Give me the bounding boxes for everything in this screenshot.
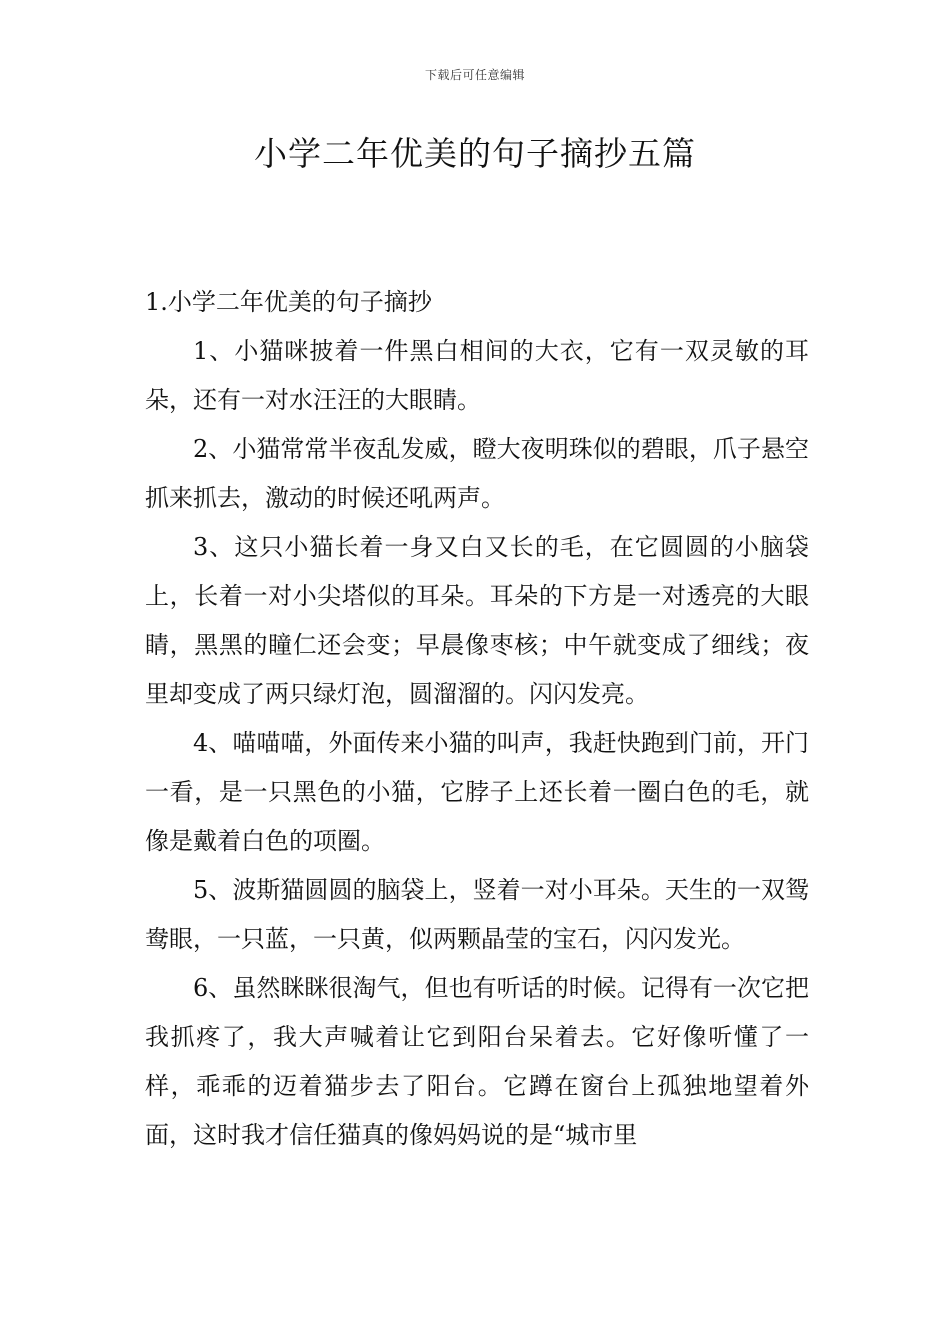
paragraph-3: 3、这只小猫长着一身又白又长的毛，在它圆圆的小脑袋上，长着一对小尖塔似的耳朵。耳朵的下方是一对透亮的大眼睛，黑黑的瞳仁还会变；早晨像枣核；中午就变成了细线；夜里却变成了两只绿灯泡，圆溜溜的。闪闪发亮。 — [145, 533, 809, 708]
header-note: 下载后可任意编辑 — [424, 68, 525, 82]
document-body — [145, 278, 809, 1160]
paragraph-5: 5、波斯猫圆圆的脑袋上，竖着一对小耳朵。天生的一双鸳鸯眼，一只蓝，一只黄，似两颗晶莹的宝石，闪闪发光。 — [145, 876, 809, 953]
paragraph-4: 4、喵喵喵，外面传来小猫的叫声，我赶快跑到门前，开门一看，是一只黑色的小猫，它脖子上还长着一圈白色的毛，就像是戴着白色的项圈。 — [145, 729, 809, 855]
paragraph-1: 1、小猫咪披着一件黑白相间的大衣，它有一双灵敏的耳朵，还有一对水汪汪的大眼睛。 — [145, 337, 809, 414]
document-title: 小学二年优美的句子摘抄五篇 — [254, 134, 696, 173]
section-heading: 1.小学二年优美的句子摘抄 — [145, 288, 432, 316]
paragraph-2: 2、小猫常常半夜乱发威，瞪大夜明珠似的碧眼，爪子悬空抓来抓去，激动的时候还吼两声。 — [145, 435, 809, 512]
paragraph-6: 6、虽然眯眯很淘气，但也有听话的时候。记得有一次它把我抓疼了，我大声喊着让它到阳台呆着去。它好像听懂了一样，乖乖的迈着猫步去了阳台。它蹲在窗台上孤独地望着外面，这时我才信任猫真的像妈妈说的是“城市里 — [145, 974, 809, 1149]
